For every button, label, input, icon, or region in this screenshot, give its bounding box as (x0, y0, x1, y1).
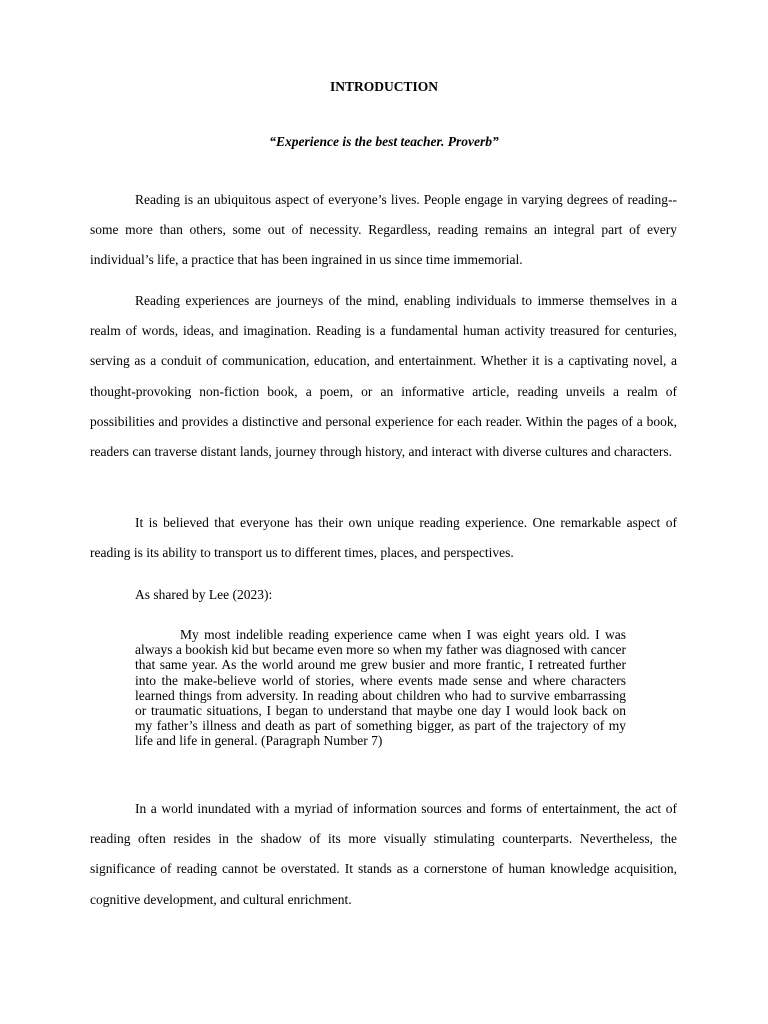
epigraph-quote: “Experience is the best teacher. Proverb” (269, 134, 499, 149)
paragraph-1: Reading is an ubiquitous aspect of everyone’s lives. People engage in varying degrees of reading--some more than others, some out of necessity. Regardless, reading remains an integral part of every individual’s life, a practice that has been ingrained in us since time immemorial. (90, 192, 677, 268)
section-heading: INTRODUCTION (329, 79, 438, 94)
block-quote: My most indelible reading experience came when I was eight years old. I was always a bookish kid but became even more so when my father was diagnosed with cancer that same year. As the world around me grew busier and more frantic, I retreated further into the make-believe world of stories, where events made sense and where characters learned things from adversity. In reading about children who had to survive embarrassing or traumatic situations, I began to understand that maybe one day I would look back on my father’s illness and death as part of something bigger, as part of the trajectory of my life and life in general. (Paragraph Number 7) (135, 627, 626, 749)
quote-introduction: As shared by Lee (2023): (135, 587, 273, 602)
paragraph-2: Reading experiences are journeys of the mind, enabling individuals to immerse themselves in a realm of words, ideas, and imagination. Reading is a fundamental human activity treasured for centuries, serving as a conduit of communication, education, and entertainment. Whether it is a captivating novel, a thought-provoking non-fiction book, a poem, or an informative article, reading unveils a realm of possibilities and provides a distinctive and personal experience for each reader. Within the pages of a book, readers can traverse distant lands, journey through history, and interact with diverse cultures and characters. (90, 293, 677, 460)
paragraph-3: It is believed that everyone has their own unique reading experience. One remarkable aspect of reading is its ability to transport us to different times, places, and perspectives. (90, 515, 677, 561)
closing-paragraph: In a world inundated with a myriad of information sources and forms of entertainment, the act of reading often resides in the shadow of its more visually stimulating counterparts. Nevertheless, the significance of reading cannot be overstated. It stands as a cornerstone of human knowledge acquisition, cognitive development, and cultural enrichment. (90, 801, 677, 907)
